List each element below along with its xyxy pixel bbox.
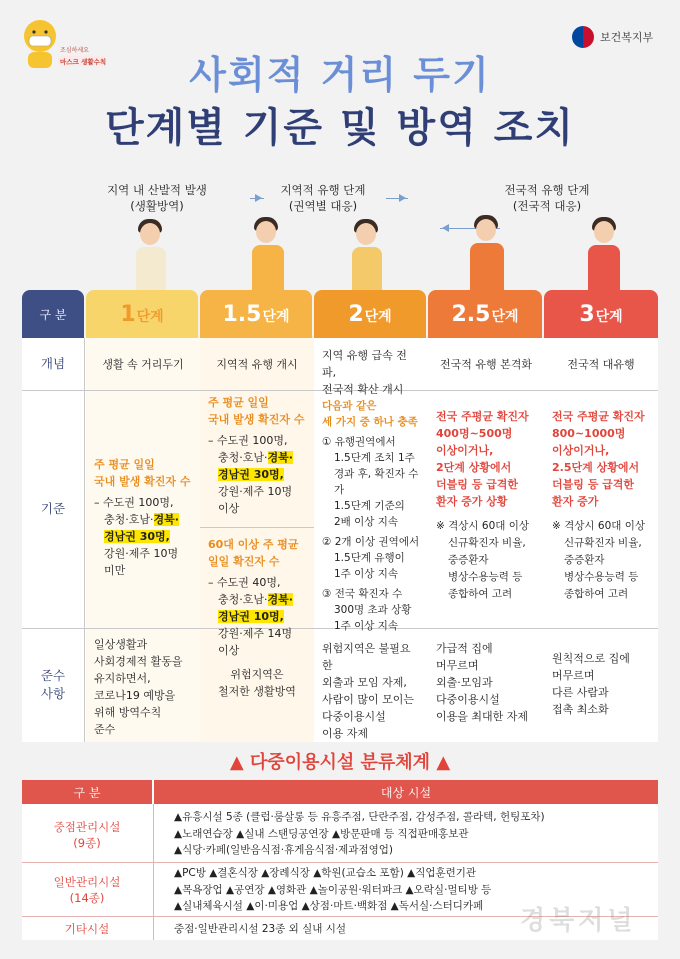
people-illustration: [0, 215, 680, 290]
concept-2-5: 전국적 유행 본격화: [439, 358, 532, 371]
stage-header-1-5: 1.5 단계: [200, 290, 312, 338]
mascot-text-2: 마스크 생활수칙: [60, 58, 107, 66]
stage-header-2-5: 2.5 단계: [428, 290, 542, 338]
stage-table: [22, 290, 658, 742]
title-line-1: 사회적 거리 두기: [189, 53, 491, 97]
facility-category-3: 기타시설: [64, 922, 110, 936]
phase-caption-2: 지역적 유행 단계 (권역별 대응): [280, 183, 366, 213]
header-area: [0, 0, 680, 180]
criteria-1-5: 주 평균 일일 국내 발생 확진자 수 – 수도권 100명, 충청·호남·경북· 경남권 30명, 강원·제주 10명 이상 60대 이상 주 평균 일일 확진자 수 – 수도권 40명, 충청·호남·경북· 경남권 10명, 강원·제주 14명 이상: [200, 394, 314, 659]
title-line-2: 단계별 기준 및 방역 조치: [104, 105, 576, 151]
row-label-compliance: 준수 사항: [22, 628, 84, 742]
facility-list-2: ▲PC방 ▲결혼식장 ▲장례식장 ▲학원(교습소 포함) ▲직업훈련기관 ▲목욕장업 ▲공연장 ▲영화관 ▲놀이공원·워터파크 ▲오락실·멀티방 등 ▲실내체육시설 ▲이·미용업 ▲상점·마트·백화점 ▲독서실·스터디카페: [174, 867, 492, 912]
criteria-2-5: 전국 주평균 확진자 400명~500명 이상이거나, 2단계 상황에서 더블링 등 급격한 환자 증가 상황 ※ 격상시 60대 이상 신규확진자 비율, 중증환자 병상수용능력 등 종합하여 고려: [436, 410, 530, 600]
row-label-criteria: 기준: [22, 390, 84, 628]
concept-1: 생활 속 거리두기: [102, 358, 184, 371]
stage-header-1: 1 단계: [86, 290, 198, 338]
facility-list-1: ▲유흥시설 5종 (클럽·룸살롱 등 유흥주점, 단란주점, 감성주점, 콜라텍, 헌팅포차) ▲노래연습장 ▲실내 스탠딩공연장 ▲방문판매 등 직접판매홍보관 ▲식당·카페(일반음식점·휴게음식점·제과점영업): [174, 811, 545, 856]
phase-caption-3: 전국적 유행 단계 (전국적 대응): [504, 183, 590, 213]
stage-header-3: 3 단계: [544, 290, 658, 338]
compliance-1-5: 위험지역은 철저한 생활방역: [218, 668, 296, 698]
concept-1-5: 지역적 유행 개시: [216, 358, 298, 371]
facilities-header-left: 구 분: [22, 780, 152, 804]
concept-2: 지역 유행 급속 전파, 전국적 확산 개시: [322, 349, 407, 396]
facility-list-3: 중점·일반관리시설 23종 외 실내 시설: [174, 923, 347, 935]
row-label-concept: 개념: [22, 338, 84, 390]
compliance-1: 일상생활과 사회경제적 활동을 유지하면서, 코로나19 예방을 위해 방역수칙 준수: [94, 638, 183, 736]
label-header: 구 분: [22, 290, 84, 338]
facilities-section-title: ▲ 다중이용시설 분류체계 ▲: [229, 752, 451, 773]
facility-category-1: 중점관리시설 (9종): [53, 820, 121, 850]
compliance-2-5: 가급적 집에 머무르며 외출·모임과 다중이용시설 이용을 최대한 자제: [436, 642, 529, 723]
compliance-3: 원칙적으로 집에 머무르며 다른 사람과 접촉 최소화: [552, 652, 630, 716]
facility-category-2: 일반관리시설 (14종): [53, 875, 121, 905]
watermark: 경북저널: [520, 906, 637, 936]
arrow-icon: [386, 198, 408, 199]
criteria-2: 다음과 같은 세 가지 중 하나 충족 ① 유행권역에서 1.5단계 조치 1주 경과 후, 확진자 수가 1.5단계 기준의 2배 이상 지속 ② 2개 이상 권역에서 1.5단계 유행이 1주 이상 지속 ③ 전국 확진자 수 300명 초과 상황 1주 이상 지속: [322, 400, 420, 632]
criteria-3: 전국 주평균 확진자 800~1000명 이상이거나, 2.5단계 상황에서 더블링 등 급격한 환자 증가 ※ 격상시 60대 이상 신규확진자 비율, 중증환자 병상수용능력 등 종합하여 고려: [552, 410, 646, 600]
criteria-1: 주 평균 일일 국내 발생 확진자 수 – 수도권 100명, 충청·호남·경북· 경남권 30명, 강원·제주 10명 미만: [94, 458, 191, 577]
facilities-header-right: 대상 시설: [154, 780, 658, 804]
mascot-text-1: 조심하세요: [60, 47, 89, 54]
phase-caption-1: 지역 내 산발적 발생 (생활방역): [107, 183, 207, 213]
compliance-2: 위험지역은 불필요한 외출과 모임 자제, 사람이 많이 모이는 다중이용시설 이용 자제: [322, 642, 415, 740]
ministry-name: 보건복지부: [600, 31, 654, 44]
concept-3: 전국적 대유행: [567, 358, 635, 371]
arrow-icon: [250, 198, 264, 199]
stage-header-2: 2 단계: [314, 290, 426, 338]
